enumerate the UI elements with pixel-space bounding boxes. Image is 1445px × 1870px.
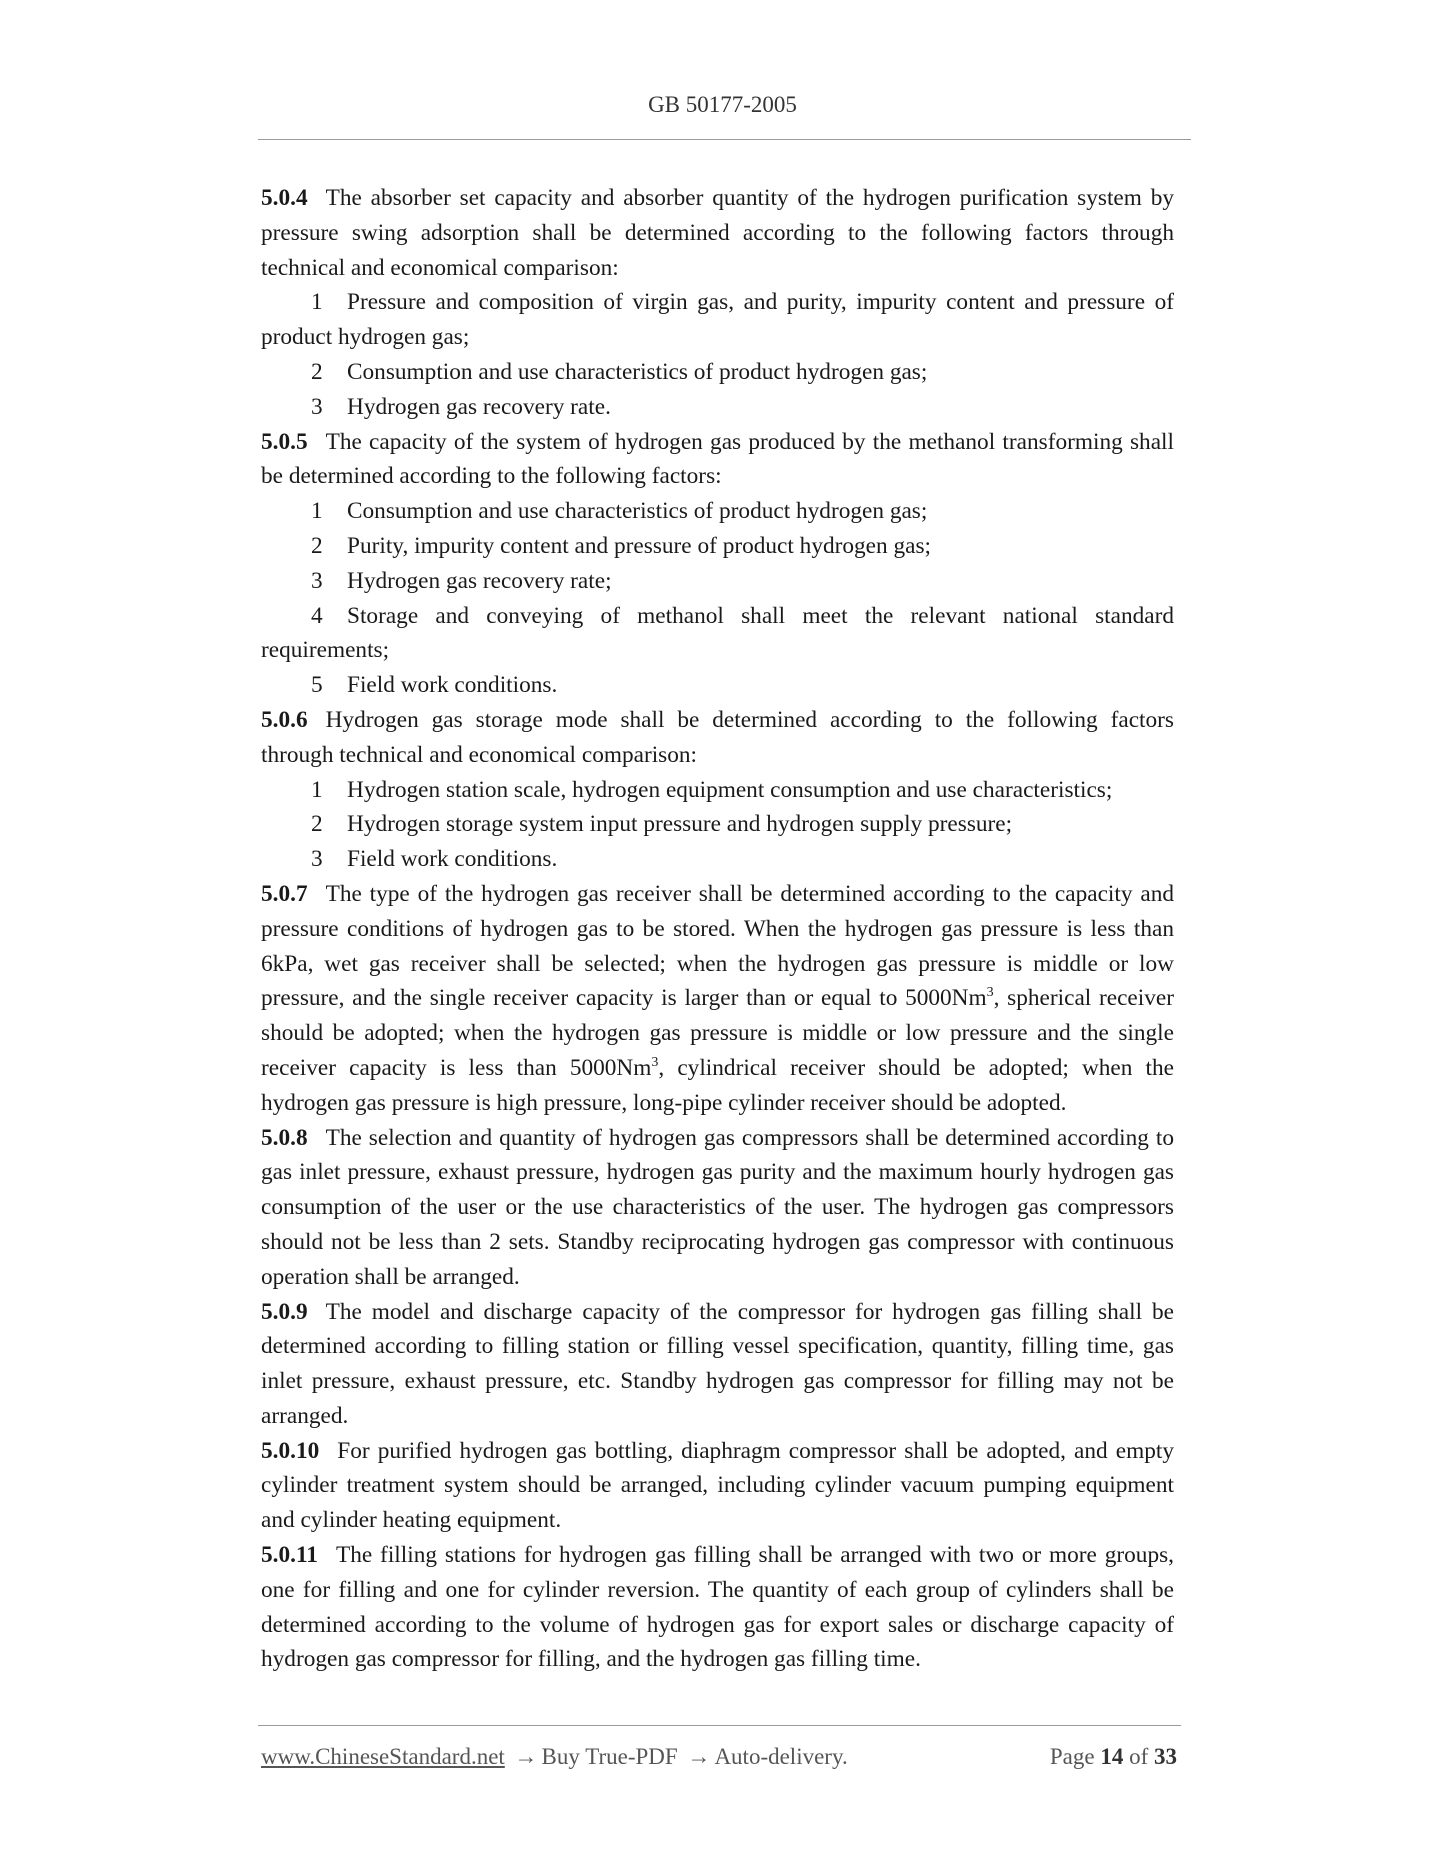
list-item: 2 Consumption and use characteristics of product hydrogen gas; [311, 358, 928, 385]
list-item: 3 Hydrogen gas recovery rate. [311, 393, 611, 420]
header-divider [258, 139, 1191, 140]
list-item: 2 Hydrogen storage system input pressure and hydrogen supply pressure; [311, 811, 1013, 838]
list-item: 3 Hydrogen gas recovery rate; [311, 567, 612, 594]
list-item: 1 Hydrogen station scale, hydrogen equipment consumption and use characteristics; [311, 776, 1113, 803]
clause-text: The filling stations for hydrogen gas filling shall be arranged with two or more groups, one for filling and one for cylinder reversion. The quantity of each group of cylinders shall be determined according to the volume of hydrogen gas for export sales or discharge capacity of hydrogen gas compressor for filling, and the hydrogen gas filling time. [261, 1542, 1174, 1673]
clause-5-0-5 [261, 425, 1174, 495]
clause-text: The absorber set capacity and absorber quantity of the hydrogen purification system by pressure swing adsorption shall be determined according to the following factors through technical and economical comparison: [261, 185, 1174, 281]
clause-5-0-8 [261, 1121, 1174, 1295]
clause-text: The model and discharge capacity of the compressor for hydrogen gas filling shall be determined according to filling station or filling vessel specification, quantity, filling time, gas inlet pressure, exhaust pressure, etc. Standby hydrogen gas compressor for filling may not be arranged. [261, 1298, 1174, 1429]
list-item: 1 Consumption and use characteristics of product hydrogen gas; [311, 498, 928, 525]
page-indicator: Page 14 of 33 [1049, 1744, 1177, 1769]
clause-5-0-7: 5.0.7 The type of the hydrogen gas receiver shall be determined according to the capacity and pressure conditions of hydrogen gas to be stored. When the hydrogen gas pressure is less than 6kPa, wet gas receiver shall be selected; when the hydrogen gas pressure is middle or low pressure, and the single receiver capacity is larger than or equal to 5000Nm$^3$, spherical receiver should be adopted; when the hydrogen gas pressure is middle or low pressure and the single receiver capacity is less than 5000Nm$^3$, cylindrical receiver should be adopted; when the hydrogen gas pressure is high pressure, long-pipe cylinder receiver should be adopted. [261, 880, 1174, 1116]
clause-number: 5.0.10 [261, 1437, 320, 1464]
arrow-right-icon: → [514, 1744, 538, 1769]
superscript: 3 [986, 985, 994, 1001]
arrow-right-icon: → [687, 1744, 711, 1769]
clause-number: 5.0.7 [261, 880, 308, 907]
clause-text: The capacity of the system of hydrogen gas produced by the methanol transforming shall be determined according to the following factors: [261, 428, 1174, 490]
clause-5-0-4 [261, 181, 1174, 285]
page-header: GB 50177-2005 [648, 92, 797, 117]
clause-text: The selection and quantity of hydrogen gas compressors shall be determined according to gas inlet pressure, exhaust pressure, hydrogen gas purity and the maximum hourly hydrogen gas consumption of the user or the use characteristics of the user. The hydrogen gas compressors should not be less than 2 sets. Standby reciprocating hydrogen gas compressor with continuous operation shall be arranged. [261, 1124, 1174, 1290]
list-item: 5 Field work conditions. [311, 672, 558, 699]
superscript: 3 [651, 1054, 659, 1070]
total-pages: 33 [1154, 1744, 1177, 1769]
clause-5-0-6 [261, 703, 1174, 773]
clause-number: 5.0.9 [261, 1298, 308, 1325]
current-page: 14 [1100, 1744, 1124, 1769]
clause-number: 5.0.6 [261, 706, 308, 733]
clause-5-0-11 [261, 1538, 1174, 1677]
list-item: 2 Purity, impurity content and pressure of product hydrogen gas; [311, 532, 932, 559]
clause-5-0-9 [261, 1295, 1174, 1434]
footer-links [261, 1744, 848, 1770]
page-body [261, 181, 1174, 1677]
footer-divider [258, 1725, 1181, 1726]
clause-5-0-10 [261, 1434, 1174, 1538]
auto-delivery-text: Auto-delivery. [714, 1744, 848, 1769]
clause-number: 5.0.4 [261, 185, 308, 211]
clause-text: Hydrogen gas storage mode shall be determined according to the following factors through technical and economical comparison: [261, 706, 1174, 768]
clause-number: 5.0.8 [261, 1124, 308, 1151]
list-item: 3 Field work conditions. [311, 846, 558, 873]
clause-text: For purified hydrogen gas bottling, diaphragm compressor shall be adopted, and empty cylinder treatment system should be arranged, including cylinder vacuum pumping equipment and cylinder heating equipment. [261, 1437, 1174, 1534]
list-item: 1 Pressure and composition of virgin gas, and purity, impurity content and pressure of product hydrogen gas; [261, 289, 1174, 351]
buy-pdf-link[interactable]: Buy True-PDF [541, 1744, 678, 1769]
clause-number: 5.0.11 [261, 1542, 318, 1569]
clause-text: The type of the hydrogen gas receiver shall be determined according to the capacity and pressure conditions of hydrogen gas to be stored. When the hydrogen gas pressure is less than 6kPa, wet gas receiver shall be selected; when the hydrogen gas pressure is middle or low pressure, and the single receiver capacity is larger than or equal to 5000Nm [261, 880, 1174, 1012]
clause-number: 5.0.5 [261, 428, 308, 455]
website-link[interactable]: www.ChineseStandard.net [261, 1744, 505, 1769]
list-item: 4 Storage and conveying of methanol shall meet the relevant national standard requirements; [261, 602, 1174, 664]
